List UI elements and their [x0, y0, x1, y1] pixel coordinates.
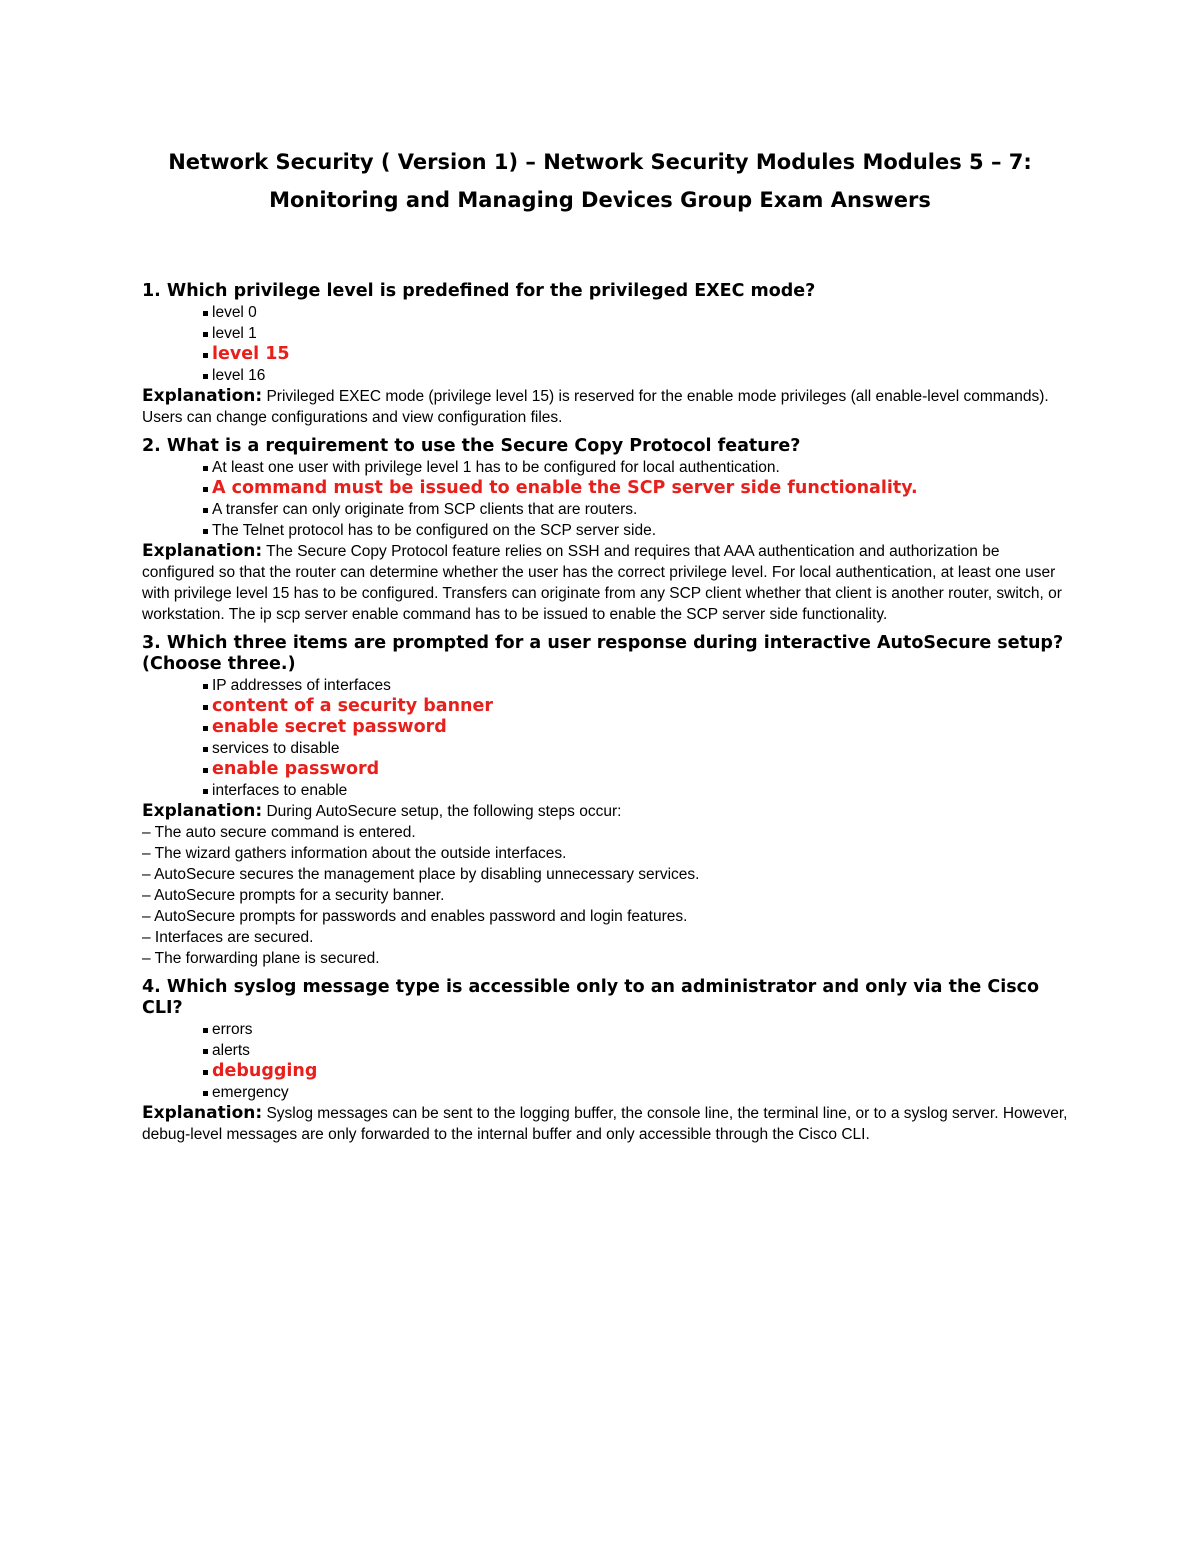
option-list	[142, 675, 1072, 801]
explanation-label: Explanation:	[142, 386, 263, 406]
answer-option: The Telnet protocol has to be configured on the SCP server side.	[203, 520, 1072, 541]
explanation-label: Explanation:	[142, 1103, 263, 1123]
correct-answer-option: content of a security banner	[203, 696, 1072, 717]
answer-option: level 16	[203, 365, 1072, 386]
explanation-label: Explanation:	[142, 801, 263, 821]
explanation	[142, 386, 1072, 428]
question-block-4	[142, 977, 1072, 1145]
answer-option: IP addresses of interfaces	[203, 675, 1072, 696]
explanation	[142, 1103, 1072, 1145]
answer-option: services to disable	[203, 738, 1072, 759]
question-block-1	[142, 281, 1072, 428]
option-list	[142, 1019, 1072, 1103]
explanation-text: Privileged EXEC mode (privilege level 15) is reserved for the enable mode privileges (all enable-level commands). Users can change configurations and view configuration files.	[142, 388, 1049, 426]
explanation-step: – Interfaces are secured.	[142, 929, 314, 946]
explanation-step: – The forwarding plane is secured.	[142, 950, 380, 967]
answer-option: level 0	[203, 302, 1072, 323]
answer-option: A transfer can only originate from SCP clients that are routers.	[203, 499, 1072, 520]
title-line-2: Monitoring and Managing Devices Group Exam Answers	[269, 188, 931, 212]
questions-list	[142, 281, 1072, 1153]
explanation-step: – AutoSecure prompts for passwords and enables password and login features.	[142, 908, 688, 925]
explanation	[142, 801, 1072, 822]
explanation-steps	[142, 822, 1072, 969]
answer-option: errors	[203, 1019, 1072, 1040]
question-text: 2. What is a requirement to use the Secure Copy Protocol feature?	[142, 436, 801, 456]
page-title	[0, 143, 1200, 219]
question-text: 1. Which privilege level is predefined for the privileged EXEC mode?	[142, 281, 816, 301]
question-block-2	[142, 436, 1072, 625]
correct-answer-option: enable password	[203, 759, 1072, 780]
answer-option: alerts	[203, 1040, 1072, 1061]
question-text: 3. Which three items are prompted for a user response during interactive AutoSecure setup? (Choose three.)	[142, 633, 1064, 674]
explanation-step: – AutoSecure secures the management place by disabling unnecessary services.	[142, 866, 700, 883]
explanation-step: – AutoSecure prompts for a security banner.	[142, 887, 445, 904]
option-list	[142, 302, 1072, 386]
correct-answer-option: enable secret password	[203, 717, 1072, 738]
explanation-label: Explanation:	[142, 541, 263, 561]
question-text: 4. Which syslog message type is accessible only to an administrator and only via the Cisco CLI?	[142, 977, 1040, 1018]
question-block-3	[142, 633, 1072, 969]
explanation-step: – The wizard gathers information about the outside interfaces.	[142, 845, 567, 862]
answer-option: emergency	[203, 1082, 1072, 1103]
explanation-step: – The auto secure command is entered.	[142, 824, 416, 841]
explanation	[142, 541, 1072, 625]
answer-option: At least one user with privilege level 1 has to be configured for local authentication.	[203, 457, 1072, 478]
option-list	[142, 457, 1072, 541]
correct-answer-option: debugging	[203, 1061, 1072, 1082]
title-line-1: Network Security ( Version 1) – Network Security Modules Modules 5 – 7:	[168, 150, 1032, 174]
correct-answer-option: level 15	[203, 344, 1072, 365]
explanation-text: Syslog messages can be sent to the logging buffer, the console line, the terminal line, or to a syslog server. However, debug-level messages are only forwarded to the internal buffer and only accessible through the Cisco CLI.	[142, 1105, 1068, 1143]
answer-option: interfaces to enable	[203, 780, 1072, 801]
answer-option: level 1	[203, 323, 1072, 344]
explanation-text: During AutoSecure setup, the following steps occur:	[262, 803, 622, 820]
correct-answer-option: A command must be issued to enable the SCP server side functionality.	[203, 478, 1072, 499]
explanation-text: The Secure Copy Protocol feature relies on SSH and requires that AAA authentication and authorization be configured so that the router can determine whether the user has the correct privilege level. For local authentication, at least one user with privilege level 15 has to be configured. Transfers can originate from any SCP client whether that client is another router, switch, or workstation. The ip scp server enable command has to be issued to enable the SCP server side functionality.	[142, 543, 1062, 623]
